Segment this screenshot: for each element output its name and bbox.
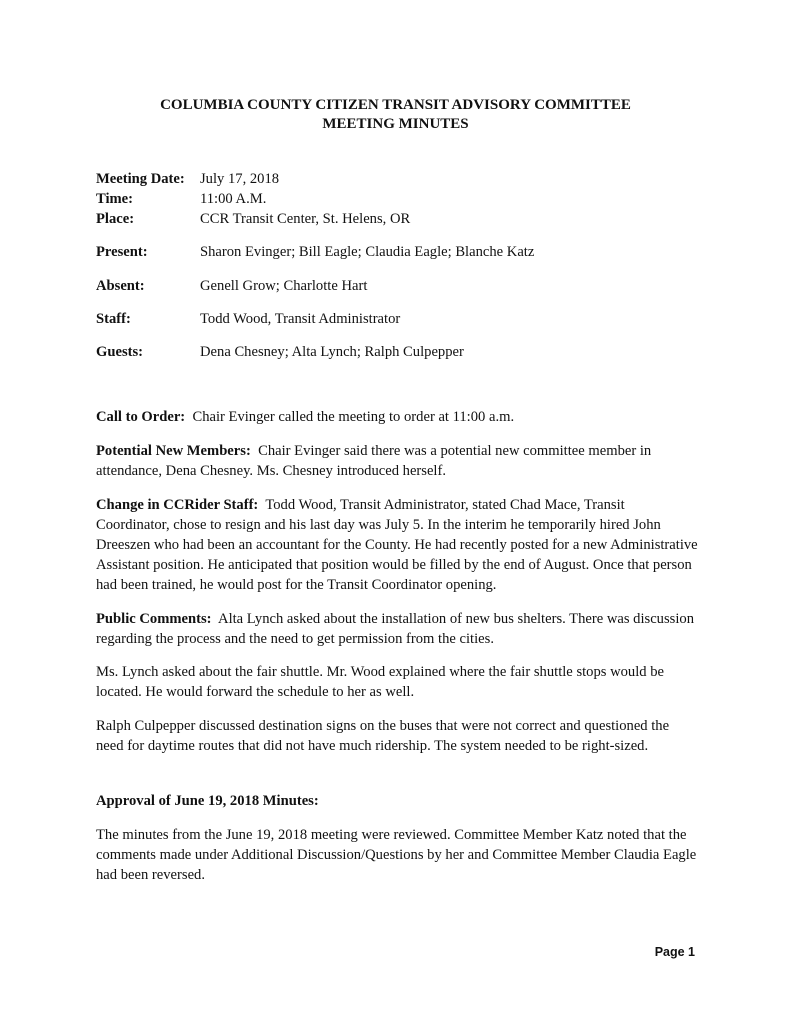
potential-new-members-text: Chair Evinger said there was a potential new committee member in attendance, Dena Chesney. Ms. Chesney introduced herself.	[96, 443, 652, 479]
place-label: Place:	[96, 211, 135, 227]
approval-minutes-heading: Approval of June 19, 2018 Minutes:	[96, 793, 319, 809]
absent-value: Genell Grow; Charlotte Hart	[200, 278, 368, 294]
call-to-order-paragraph	[96, 407, 700, 427]
public-comments-paragraph	[96, 609, 700, 649]
time-value: 11:00 A.M.	[200, 191, 267, 207]
staff-value: Todd Wood, Transit Administrator	[200, 311, 401, 327]
approval-minutes-heading-paragraph	[96, 791, 700, 811]
call-to-order-heading: Call to Order:	[96, 409, 186, 425]
absent-label: Absent:	[96, 278, 145, 294]
call-to-order-text: Chair Evinger called the meeting to order at 11:00 a.m.	[192, 409, 515, 425]
destination-signs-paragraph	[96, 716, 700, 756]
public-comments-text: Alta Lynch asked about the installation of new bus shelters. There was discussion regarding the process and the need to get permission from the cities.	[96, 611, 694, 647]
meeting-date-value: July 17, 2018	[200, 171, 280, 187]
minutes-review-paragraph	[96, 825, 700, 885]
guests-label: Guests:	[96, 344, 144, 360]
destination-signs-text: Ralph Culpepper discussed destination signs on the buses that were not correct and questioned the need for daytime routes that did not have much ridership. The system needed to be right-sized.	[96, 718, 670, 754]
page-number: Page 1	[654, 945, 695, 959]
fair-shuttle-paragraph	[96, 662, 700, 702]
document-title: COLUMBIA COUNTY CITIZEN TRANSIT ADVISORY COMMITTEE	[160, 97, 631, 113]
staff-change-paragraph	[96, 495, 700, 595]
present-label: Present:	[96, 244, 148, 260]
meeting-date-label: Meeting Date:	[96, 171, 185, 187]
potential-new-members-heading: Potential New Members:	[96, 443, 251, 459]
present-value: Sharon Evinger; Bill Eagle; Claudia Eagle; Blanche Katz	[200, 244, 535, 260]
potential-new-members-paragraph	[96, 441, 700, 481]
place-value: CCR Transit Center, St. Helens, OR	[200, 211, 411, 227]
staff-change-heading: Change in CCRider Staff:	[96, 497, 259, 513]
document-subtitle: MEETING MINUTES	[322, 116, 469, 132]
time-label: Time:	[96, 191, 134, 207]
public-comments-heading: Public Comments:	[96, 611, 212, 627]
staff-label: Staff:	[96, 311, 131, 327]
guests-value: Dena Chesney; Alta Lynch; Ralph Culpepper	[200, 344, 464, 360]
minutes-review-text: The minutes from the June 19, 2018 meeting were reviewed. Committee Member Katz noted that the comments made under Additional Discussion/Questions by her and Committee Member Claudia Eagle had been reversed.	[96, 827, 697, 883]
fair-shuttle-text: Ms. Lynch asked about the fair shuttle. Mr. Wood explained where the fair shuttle stops would be located. He would forward the schedule to her as well.	[96, 664, 665, 700]
staff-change-text: Todd Wood, Transit Administrator, stated Chad Mace, Transit Coordinator, chose to resign and his last day was July 5. In the interim he temporarily hired John Dreeszen who had been an accountant for the County. He had recently posted for a new Administrative Assistant position. He anticipated that position would be filled by the end of August. Once that person had been trained, he would post for the Transit Coordinator opening.	[96, 497, 698, 593]
